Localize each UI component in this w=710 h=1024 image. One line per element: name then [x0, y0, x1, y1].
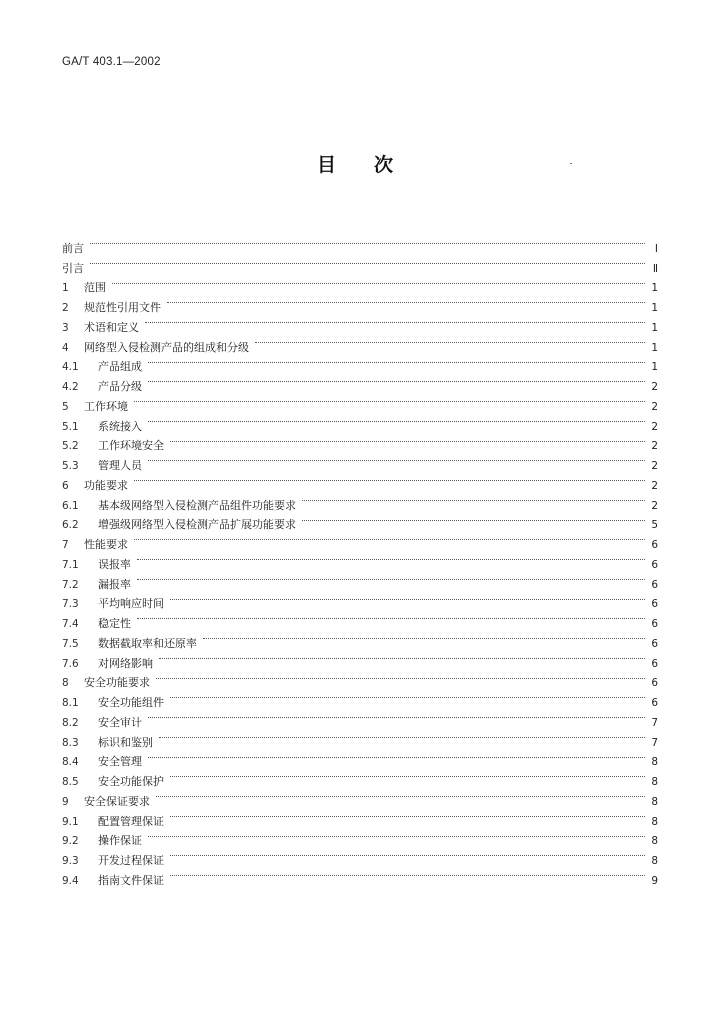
toc-entry: [62, 331, 658, 354]
toc-section-number: 8.2: [62, 716, 79, 729]
dot-leader: [146, 370, 648, 390]
dot-leader: [146, 449, 648, 469]
toc-section-number: 8.5: [62, 776, 79, 788]
toc-entry-title: 性能要求: [84, 538, 128, 551]
toc-page-number: 5: [651, 519, 658, 532]
toc-entry-title: 安全功能保护: [98, 775, 164, 788]
dot-leader: [168, 765, 648, 785]
toc-entry-title: 增强级网络型入侵检测产品扩展功能要求: [98, 518, 296, 532]
toc-section-number: 7.5: [62, 637, 79, 650]
toc-page-number: 8: [651, 776, 658, 788]
toc-section-number: 8.3: [62, 736, 79, 749]
toc-entry: [62, 370, 658, 393]
toc-section-number: 7.4: [62, 618, 79, 630]
toc-entry: [62, 746, 658, 769]
toc-page-number: 2: [651, 499, 658, 512]
toc-section-number: 1: [62, 282, 69, 295]
toc-entry-title: 标识和鉴别: [98, 735, 153, 749]
dot-leader: [88, 252, 648, 272]
toc-entry-title: 漏报率: [98, 577, 131, 591]
toc-page-number: 1: [651, 361, 658, 374]
toc-entry-title: 对网络影响: [98, 656, 153, 670]
dot-leader: [168, 805, 648, 825]
toc-page-number: 2: [651, 479, 658, 492]
dot-leader: [154, 667, 648, 687]
toc-section-number: 5: [62, 400, 69, 413]
toc-page-number: 2: [651, 400, 658, 413]
toc-entry: [62, 311, 658, 334]
dot-leader: [168, 864, 648, 884]
toc-section-number: 4: [62, 341, 69, 354]
page-title: 目次: [316, 154, 431, 176]
toc-entry-title: 管理人员: [98, 459, 142, 472]
toc-page-number: 6: [651, 657, 658, 670]
toc-entry: [62, 469, 658, 492]
toc-entry-title: 稳定性: [98, 617, 131, 630]
toc-section-number: 8.1: [62, 697, 79, 709]
dot-leader: [132, 469, 648, 489]
dot-leader: [132, 390, 648, 410]
toc-page-number: 8: [651, 756, 658, 769]
toc-entry: [62, 825, 658, 848]
toc-section-number: 9.3: [62, 855, 79, 867]
toc-page-number: 8: [651, 855, 658, 867]
toc-entry-title: 数据截取率和还原率: [98, 636, 197, 650]
dot-leader: [168, 430, 648, 450]
toc-entry-title: 开发过程保证: [98, 854, 164, 867]
toc-page-number: 6: [651, 697, 658, 709]
dot-leader: [88, 232, 648, 252]
toc-entry-title: 产品组成: [98, 360, 142, 374]
toc-entry: [62, 449, 658, 472]
toc-entry: [62, 351, 658, 374]
toc-section-number: 9.2: [62, 835, 79, 848]
toc-entry-title: 基本级网络型入侵检测产品组件功能要求: [98, 498, 296, 512]
toc-section-number: 9: [62, 795, 69, 808]
toc-entry: [62, 291, 658, 314]
dot-leader: [165, 291, 648, 311]
toc-section-number: 6.1: [62, 499, 79, 512]
toc-page-number: 2: [651, 460, 658, 472]
toc-entry: [62, 706, 658, 729]
toc-entry-title: 误报率: [98, 557, 131, 571]
toc-page-number: 1: [651, 341, 658, 354]
toc-section-number: 7.6: [62, 657, 79, 670]
toc-section-number: 6: [62, 479, 69, 492]
dot-leader: [154, 785, 648, 805]
dot-leader: [135, 607, 648, 627]
toc-page-number: 6: [651, 618, 658, 630]
toc-page-number: 6: [651, 539, 658, 551]
dot-leader: [146, 746, 648, 766]
toc-page-number: 2: [651, 440, 658, 453]
toc-entry: [62, 489, 658, 512]
toc-entry: [62, 390, 658, 413]
toc-entry-title: 功能要求: [84, 478, 128, 492]
toc-section-number: 7.2: [62, 578, 79, 591]
toc-page-number: 9: [651, 874, 658, 887]
toc-section-number: 7.3: [62, 598, 79, 611]
toc-entry: [62, 410, 658, 433]
dot-leader: [146, 825, 648, 845]
dot-leader: [132, 528, 648, 548]
toc-entry: [62, 272, 658, 295]
dot-leader: [168, 686, 648, 706]
standard-code: GA/T 403.1—2002: [62, 56, 161, 68]
toc-entry-title: 系统接入: [98, 419, 142, 433]
toc-section-number: 5.3: [62, 460, 79, 472]
dot-leader: [300, 509, 648, 529]
toc-page-number: 8: [651, 835, 658, 848]
toc-section-number: 3: [62, 321, 69, 334]
dot-leader: [201, 627, 648, 647]
scan-speck: [570, 163, 572, 164]
dot-leader: [135, 568, 648, 588]
toc-section-number: 9.1: [62, 815, 79, 828]
dot-leader: [168, 588, 648, 608]
toc-page-number: 6: [651, 637, 658, 650]
dot-leader: [157, 647, 648, 667]
dot-leader: [146, 706, 648, 726]
toc-entry-title: 工作环境安全: [98, 439, 164, 453]
toc-entry-title: 网络型入侵检测产品的组成和分级: [84, 340, 249, 354]
toc-entry: [62, 588, 658, 611]
toc-entry-title: 工作环境: [84, 399, 128, 413]
toc-page-number: 8: [651, 815, 658, 828]
toc-page-number: 2: [651, 420, 658, 433]
toc-section-number: 9.4: [62, 874, 79, 887]
toc-entry-title: 术语和定义: [84, 320, 139, 334]
toc-section-number: 8: [62, 677, 69, 690]
toc-entry-title: 安全功能组件: [98, 696, 164, 709]
toc-section-number: 6.2: [62, 519, 79, 532]
toc-entry: [62, 607, 658, 630]
toc-page-number: 2: [651, 381, 658, 393]
toc-entry-title: 前言: [62, 241, 84, 255]
toc-entry: [62, 844, 658, 867]
toc-page-number: Ⅰ: [654, 242, 658, 255]
toc-entry: [62, 627, 658, 650]
toc-entry: [62, 252, 658, 275]
toc-entry-title: 规范性引用文件: [84, 301, 161, 314]
toc-section-number: 4.2: [62, 381, 79, 393]
dot-leader: [146, 351, 648, 371]
dot-leader: [143, 311, 648, 331]
toc-entry-title: 范围: [84, 281, 106, 295]
toc-entry: [62, 568, 658, 591]
toc-page-number: 7: [651, 736, 658, 749]
toc-page-number: 8: [651, 795, 658, 808]
toc-entry-title: 配置管理保证: [98, 814, 164, 828]
dot-leader: [168, 844, 648, 864]
toc-page-number: Ⅱ: [652, 262, 658, 275]
toc-page-number: 6: [651, 558, 658, 571]
toc-entry-title: 安全功能要求: [84, 676, 150, 690]
toc-entry-title: 安全保证要求: [84, 794, 150, 808]
toc-section-number: 4.1: [62, 361, 79, 374]
dot-leader: [135, 548, 648, 568]
dot-leader: [253, 331, 648, 351]
toc-entry: [62, 765, 658, 788]
toc-entry: [62, 430, 658, 453]
toc-entry-title: 安全审计: [98, 715, 142, 729]
toc-entry-title: 指南文件保证: [98, 873, 164, 887]
toc-section-number: 7.1: [62, 558, 79, 571]
dot-leader: [157, 726, 648, 746]
toc-section-number: 5.1: [62, 420, 79, 433]
table-of-contents: [62, 232, 658, 887]
toc-page-number: 1: [651, 282, 658, 295]
toc-entry: [62, 548, 658, 571]
dot-leader: [300, 489, 648, 509]
toc-entry: [62, 528, 658, 551]
toc-page-number: 7: [651, 716, 658, 729]
toc-entry-title: 平均响应时间: [98, 597, 164, 611]
toc-page-number: 6: [651, 578, 658, 591]
toc-section-number: 7: [62, 539, 69, 551]
toc-page-number: 6: [651, 598, 658, 611]
toc-section-number: 5.2: [62, 440, 79, 453]
toc-entry-title: 产品分级: [98, 380, 142, 393]
toc-section-number: 8.4: [62, 756, 79, 769]
toc-page-number: 1: [651, 302, 658, 314]
toc-entry-title: 引言: [62, 261, 84, 275]
toc-section-number: 2: [62, 302, 69, 314]
dot-leader: [110, 272, 648, 292]
dot-leader: [146, 410, 648, 430]
toc-entry-title: 安全管理: [98, 755, 142, 769]
toc-entry: [62, 232, 658, 255]
toc-page-number: 6: [651, 677, 658, 690]
toc-entry: [62, 726, 658, 749]
toc-page-number: 1: [651, 321, 658, 334]
toc-entry-title: 操作保证: [98, 834, 142, 848]
